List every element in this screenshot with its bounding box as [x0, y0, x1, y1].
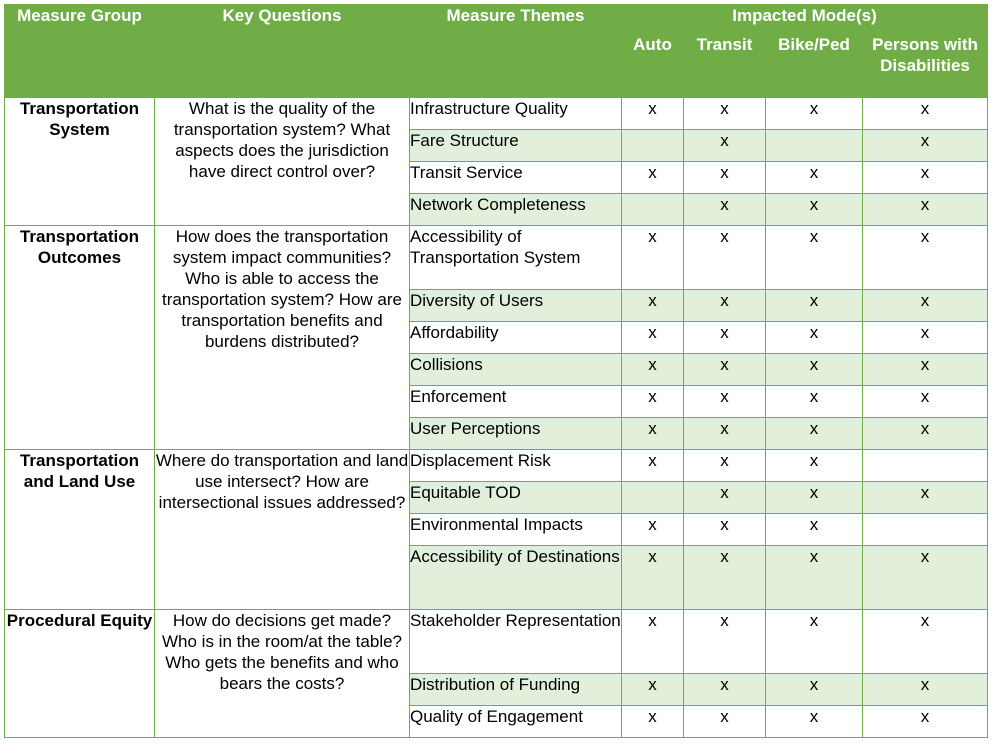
measure-theme-cell: Environmental Impacts [410, 514, 622, 546]
mode-mark-transit: x [684, 386, 766, 418]
mode-mark-auto: x [622, 610, 684, 674]
mode-mark-disabilities: x [863, 130, 988, 162]
header-measure-group: Measure Group [5, 5, 155, 98]
measure-theme-cell: Distribution of Funding [410, 674, 622, 706]
mode-mark-disabilities: x [863, 386, 988, 418]
measure-theme-cell: User Perceptions [410, 418, 622, 450]
mode-mark-auto: x [622, 450, 684, 482]
mode-mark-transit: x [684, 706, 766, 738]
mode-mark-disabilities: x [863, 482, 988, 514]
mode-mark-disabilities [863, 514, 988, 546]
measure-theme-cell: Infrastructure Quality [410, 98, 622, 130]
key-question-cell: How does the transportation system impact communities? Who is able to access the transportation system? How are transportation benefits and burdens distributed? [155, 226, 410, 450]
mode-mark-disabilities: x [863, 546, 988, 610]
mode-mark-auto: x [622, 290, 684, 322]
mode-mark-bikeped: x [766, 194, 863, 226]
mode-mark-bikeped: x [766, 354, 863, 386]
mode-mark-bikeped [766, 130, 863, 162]
header-mode-auto: Auto [622, 34, 684, 98]
mode-mark-disabilities: x [863, 290, 988, 322]
mode-mark-auto: x [622, 98, 684, 130]
key-question-cell: What is the quality of the transportation system? What aspects does the jurisdiction have direct control over? [155, 98, 410, 226]
mode-mark-transit: x [684, 674, 766, 706]
mode-mark-auto: x [622, 354, 684, 386]
measure-theme-cell: Diversity of Users [410, 290, 622, 322]
mode-mark-transit: x [684, 98, 766, 130]
table-header [5, 5, 988, 98]
mode-mark-auto [622, 482, 684, 514]
mode-mark-transit: x [684, 418, 766, 450]
mode-mark-bikeped: x [766, 610, 863, 674]
measure-theme-cell: Quality of Engagement [410, 706, 622, 738]
mode-mark-auto: x [622, 706, 684, 738]
mode-mark-disabilities [863, 450, 988, 482]
mode-mark-bikeped: x [766, 290, 863, 322]
mode-mark-disabilities: x [863, 354, 988, 386]
key-question-cell: How do decisions get made? Who is in the room/at the table? Who gets the benefits and who bears the costs? [155, 610, 410, 738]
measure-theme-cell: Accessibility of Transportation System [410, 226, 622, 290]
measures-table [4, 4, 988, 738]
mode-mark-disabilities: x [863, 706, 988, 738]
mode-mark-auto: x [622, 226, 684, 290]
key-question-cell: Where do transportation and land use intersect? How are intersectional issues addressed? [155, 450, 410, 610]
measure-theme-cell: Enforcement [410, 386, 622, 418]
mode-mark-disabilities: x [863, 162, 988, 194]
mode-mark-auto [622, 130, 684, 162]
mode-mark-auto: x [622, 322, 684, 354]
mode-mark-disabilities: x [863, 194, 988, 226]
mode-mark-transit: x [684, 194, 766, 226]
header-mode-transit: Transit [684, 34, 766, 98]
mode-mark-bikeped: x [766, 322, 863, 354]
table-row [5, 98, 988, 130]
mode-mark-transit: x [684, 130, 766, 162]
measure-theme-cell: Collisions [410, 354, 622, 386]
mode-mark-disabilities: x [863, 610, 988, 674]
table-row [5, 610, 988, 674]
mode-mark-transit: x [684, 162, 766, 194]
measure-group-cell: Transportation and Land Use [5, 450, 155, 610]
mode-mark-disabilities: x [863, 418, 988, 450]
mode-mark-transit: x [684, 482, 766, 514]
mode-mark-transit: x [684, 450, 766, 482]
header-key-questions: Key Questions [155, 5, 410, 98]
mode-mark-auto: x [622, 546, 684, 610]
mode-mark-bikeped: x [766, 514, 863, 546]
mode-mark-disabilities: x [863, 322, 988, 354]
measure-group-cell: Transportation System [5, 98, 155, 226]
mode-mark-bikeped: x [766, 482, 863, 514]
mode-mark-auto: x [622, 418, 684, 450]
mode-mark-auto: x [622, 674, 684, 706]
mode-mark-transit: x [684, 514, 766, 546]
mode-mark-disabilities: x [863, 674, 988, 706]
mode-mark-auto [622, 194, 684, 226]
mode-mark-bikeped: x [766, 450, 863, 482]
mode-mark-transit: x [684, 226, 766, 290]
measure-theme-cell: Accessibility of Destinations [410, 546, 622, 610]
mode-mark-transit: x [684, 610, 766, 674]
table-body [5, 98, 988, 738]
mode-mark-bikeped: x [766, 546, 863, 610]
measure-theme-cell: Transit Service [410, 162, 622, 194]
header-mode-disabilities: Persons with Disabilities [863, 34, 988, 98]
mode-mark-auto: x [622, 386, 684, 418]
measure-group-cell: Transportation Outcomes [5, 226, 155, 450]
mode-mark-bikeped: x [766, 98, 863, 130]
measure-theme-cell: Equitable TOD [410, 482, 622, 514]
mode-mark-bikeped: x [766, 162, 863, 194]
mode-mark-bikeped: x [766, 706, 863, 738]
table-row [5, 226, 988, 290]
mode-mark-auto: x [622, 514, 684, 546]
mode-mark-transit: x [684, 290, 766, 322]
mode-mark-transit: x [684, 546, 766, 610]
measure-theme-cell: Fare Structure [410, 130, 622, 162]
table-row [5, 450, 988, 482]
mode-mark-transit: x [684, 354, 766, 386]
header-mode-bikeped: Bike/Ped [766, 34, 863, 98]
mode-mark-disabilities: x [863, 98, 988, 130]
measure-theme-cell: Network Completeness [410, 194, 622, 226]
mode-mark-bikeped: x [766, 386, 863, 418]
mode-mark-bikeped: x [766, 418, 863, 450]
measure-theme-cell: Stakeholder Representation [410, 610, 622, 674]
measure-group-cell: Procedural Equity [5, 610, 155, 738]
mode-mark-bikeped: x [766, 226, 863, 290]
measure-theme-cell: Affordability [410, 322, 622, 354]
measure-theme-cell: Displacement Risk [410, 450, 622, 482]
header-measure-themes: Measure Themes [410, 5, 622, 98]
mode-mark-disabilities: x [863, 226, 988, 290]
mode-mark-auto: x [622, 162, 684, 194]
mode-mark-bikeped: x [766, 674, 863, 706]
header-impacted-modes: Impacted Mode(s) [622, 5, 988, 34]
mode-mark-transit: x [684, 322, 766, 354]
